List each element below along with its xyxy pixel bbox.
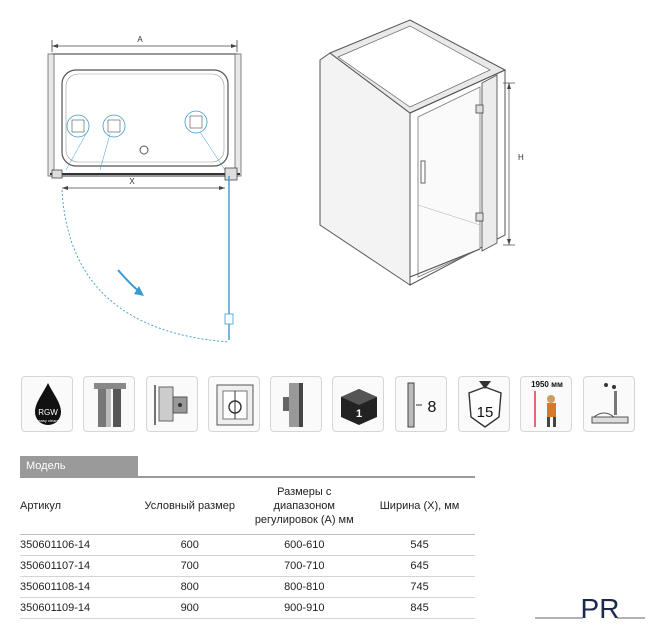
model-header-bar: Модель	[20, 456, 138, 476]
spec-table	[20, 478, 475, 619]
perspective-drawing	[300, 15, 540, 295]
cell-width-x: 745	[364, 577, 475, 598]
hinge-icon	[146, 376, 198, 432]
cell-nominal-size: 900	[135, 598, 244, 619]
cell-adjustment-range: 700-710	[244, 556, 364, 577]
table-row	[20, 598, 475, 619]
glass-profile-icon	[83, 376, 135, 432]
table-row	[20, 556, 475, 577]
height-1950-icon	[520, 376, 572, 432]
plan-view-drawing	[40, 30, 260, 350]
glass-box-number: 1	[355, 408, 363, 420]
cell-article: 350601107-14	[20, 556, 135, 577]
glass-thickness-icon	[395, 376, 447, 432]
cell-width-x: 845	[364, 598, 475, 619]
dim-a-label: A	[137, 35, 143, 44]
cell-adjustment-range: 900-910	[244, 598, 364, 619]
dim-h-label: H	[518, 153, 524, 162]
height-value: 1950 мм	[531, 380, 563, 389]
water-drip-tray-icon	[583, 376, 635, 432]
logo-text: PR	[580, 593, 620, 624]
warranty-value: 15	[476, 404, 494, 421]
cell-article: 350601106-14	[20, 535, 135, 556]
col-article: Артикул	[20, 478, 135, 535]
cell-article: 350601108-14	[20, 577, 135, 598]
wall-profile-icon	[270, 376, 322, 432]
easy-clean-text: easy clean	[38, 418, 58, 423]
rgw-easy-clean-drop-icon	[21, 376, 73, 432]
cell-nominal-size: 800	[135, 577, 244, 598]
table-row	[20, 577, 475, 598]
col-nominal-size: Условный размер	[135, 478, 244, 535]
pr-logo	[535, 588, 645, 628]
col-adjustment-range: Размеры с диапазоном регулировок (А) мм	[244, 478, 364, 535]
rgw-text: RGW	[38, 408, 58, 417]
col-width-x: Ширина (Х), мм	[364, 478, 475, 535]
table-header-row	[20, 478, 475, 535]
glass-box-icon	[332, 376, 384, 432]
glass-thickness-value: 8	[427, 399, 437, 416]
cell-adjustment-range: 600-610	[244, 535, 364, 556]
table-row	[20, 535, 475, 556]
magnetic-seal-icon	[208, 376, 260, 432]
cell-nominal-size: 600	[135, 535, 244, 556]
cell-width-x: 645	[364, 556, 475, 577]
dim-x-label: X	[129, 177, 135, 186]
cell-article: 350601109-14	[20, 598, 135, 619]
cell-width-x: 545	[364, 535, 475, 556]
warranty-years-icon	[458, 376, 510, 432]
cell-nominal-size: 700	[135, 556, 244, 577]
cell-adjustment-range: 800-810	[244, 577, 364, 598]
